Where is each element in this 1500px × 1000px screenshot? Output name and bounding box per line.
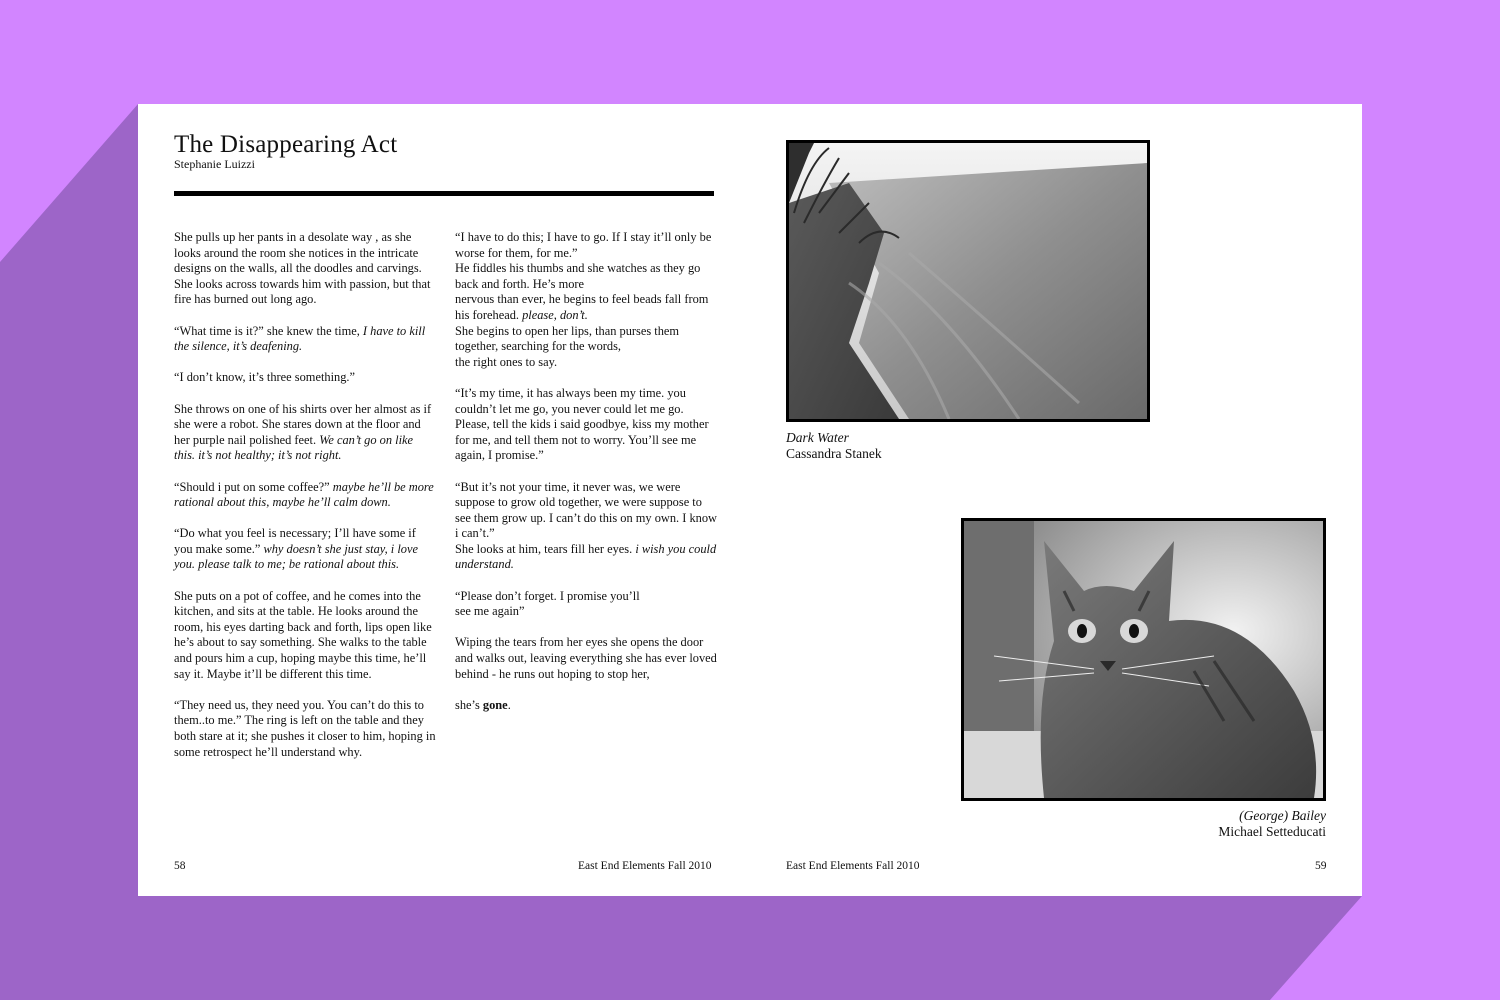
dark-water-caption [786, 430, 882, 462]
story-paragraph: “Should i put on some coffee?” maybe he’ll be more rational about this, maybe he’ll calm down. [174, 479, 434, 510]
story-paragraph: “I don’t know, it’s three something.” [174, 370, 356, 385]
story-paragraph: “It’s my time, it has always been my time. you couldn’t let me go, you never could let me go. Please, tell the kids i said goodbye, kiss my mother for me, and tell them not to worry. You’ll see me again, I promise.” [455, 385, 709, 463]
story-column-2 [455, 230, 719, 729]
story-author: Stephanie Luizzi [174, 157, 255, 171]
story-paragraph: “Do what you feel is necessary; I’ll have some if you make some.” why doesn’t she just stay, i love you. please talk to me; be rational about this. [174, 526, 418, 572]
story-paragraph: “Please don’t forget. I promise you’ll see me again” [455, 588, 640, 619]
cat-photo [961, 518, 1326, 801]
story-paragraph: She puts on a pot of coffee, and he comes into the kitchen, and sits at the table. He looks around the room, his eyes darting back and forth, lips open like he’s about to say something. She walks to the table and pours him a cup, hoping maybe this time, he’ll say it. Maybe it’ll be different this time. [174, 588, 432, 681]
photo-title: (George) Bailey [1239, 808, 1326, 823]
story-paragraph: Wiping the tears from her eyes she opens the door and walks out, leaving everything she has ever loved behind - he runs out hoping to stop her, [455, 635, 717, 681]
story-title: The Disappearing Act [174, 131, 398, 158]
right-page-number: 59 [1315, 860, 1327, 872]
title-rule [174, 191, 714, 196]
story-paragraph: She throws on one of his shirts over her almost as if she were a robot. She stares down at the floor and her purple nail polished feet. We can’t go on like this. it’s not healthy; it’s not right. [174, 401, 432, 463]
right-magazine-name: East End Elements Fall 2010 [786, 860, 920, 872]
story-paragraph: “I have to do this; I have to go. If I stay it’ll only be worse for them, for me.” He fiddles his thumbs and she watches as they go back and forth. He’s more nervous than ever, he begins to feel beads fall from his forehead. please, don’t. She begins to open her lips, than purses them together, searching for the words, the right ones to say. [455, 230, 712, 369]
story-column-1 [174, 230, 436, 776]
left-page-number: 58 [174, 860, 186, 872]
dark-water-photo [786, 140, 1150, 422]
story-paragraph: “They need us, they need you. You can’t do this to them..to me.” The ring is left on the table and they both stare at it; she pushes it closer to him, hoping in some retrospect he’ll understand why. [174, 697, 436, 759]
magazine-spread [138, 104, 1362, 896]
photo-title: Dark Water [786, 430, 849, 445]
story-paragraph: “What time is it?” she knew the time, I have to kill the silence, it’s deafening. [174, 323, 426, 354]
story-paragraph: “But it’s not your time, it never was, we were suppose to grow old together, we were suppose to see them grow up. I can’t do this on my own. I know i can’t.” She looks at him, tears fill her eyes. i wish you could understand. [455, 479, 717, 572]
cat-caption [1218, 808, 1326, 840]
story-paragraph: She pulls up her pants in a desolate way , as she looks around the room she notices in the intricate designs on the walls, all the doodles and carvings. She looks across towards him with passion, but that fire has burned out long ago. [174, 230, 431, 307]
photo-artist: Cassandra Stanek [786, 446, 882, 461]
photo-artist: Michael Setteducati [1218, 824, 1326, 839]
left-magazine-name: East End Elements Fall 2010 [578, 860, 712, 872]
story-paragraph: she’s gone. [455, 697, 511, 712]
